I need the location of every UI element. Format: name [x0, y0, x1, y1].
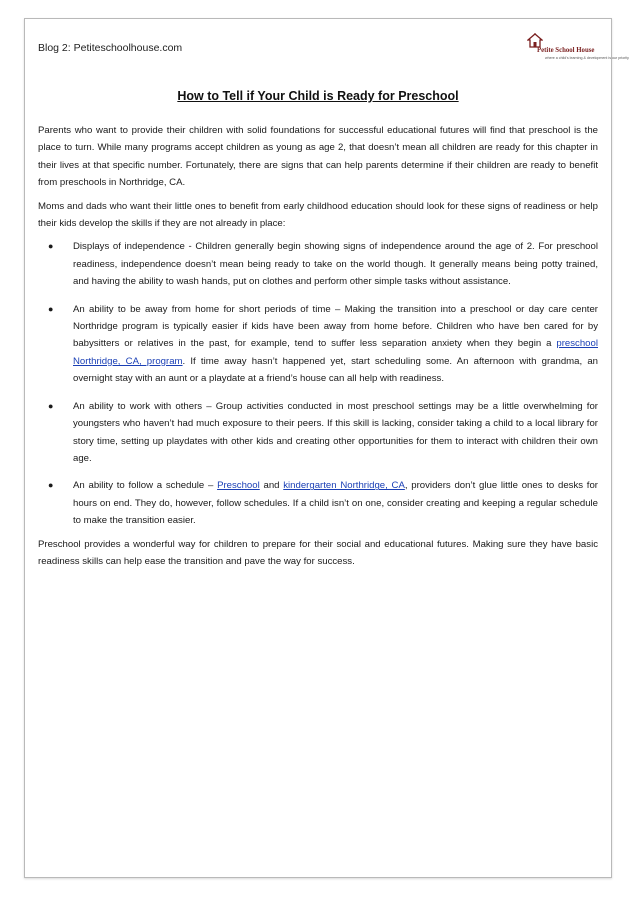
- lead-paragraph: Moms and dads who want their little ones to benefit from early childhood education should look for these signs of readiness or help their kids develop the skills if they are not already in place:: [38, 200, 598, 230]
- page-title: How to Tell if Your Child is Ready for Preschool: [177, 89, 459, 103]
- bullet-icon: ●: [48, 400, 54, 411]
- bullet-icon: ●: [48, 303, 54, 314]
- bullet-icon: ●: [48, 480, 54, 491]
- list-item-text: Displays of independence - Children generally begin showing signs of independence around the age of 2. For preschool readiness, independence doesn’t mean being ready to take on the world though. It generally means being potty trained, and having the ability to wash hands, put on clothes and perform other simple tasks without assistance.: [73, 241, 598, 288]
- intro-paragraph: Parents who want to provide their children with solid foundations for successful educational futures will find that preschool is the place to turn. While many programs accept children as young as age 2, that doesn’t mean all children are ready for this chapter in their lives at that specific number. Fortunately, there are signs that can help parents determine if their children are ready to benefit from preschools in Northridge, CA.: [38, 125, 598, 189]
- list-item-text: An ability to work with others – Group activities conducted in most preschool settings may be a little overwhelming for youngsters who haven’t had much exposure to their peers. If this skill is lacking, consider taking a child to a local library for story time, setting up playdates with other kids and creating other opportunities for them to interact with children their own age.: [73, 400, 598, 464]
- list-item-text: An ability to follow a schedule –: [73, 480, 218, 492]
- preschool-program-link[interactable]: preschool Northridge, CA, program: [73, 338, 598, 367]
- list-item-text: , providers don’t glue little ones to desks for hours on end. They do, however, follow schedules. If a child isn’t on one, consider creating and keeping a regular schedule to make the transition easier.: [73, 480, 598, 527]
- list-item: [38, 238, 598, 290]
- header-label: Blog 2: Petiteschoolhouse.com: [38, 42, 183, 54]
- list-item: [38, 477, 598, 529]
- logo-tagline: where a child's learning & development is our priority: [545, 56, 629, 60]
- preschool-link[interactable]: Preschool: [217, 480, 260, 492]
- kindergarten-link[interactable]: kindergarten Northridge, CA: [283, 480, 405, 492]
- logo-name: Petite School House: [537, 47, 595, 54]
- list-item-text: An ability to be away from home for short periods of time – Making the transition into a preschool or day care center Northridge program is typically easier if kids have been away from home before. Children who have ben cared for by babysitters or relatives in the past, for example, tend to suffer less separation anxiety when they begin a: [73, 303, 598, 350]
- readiness-list: [38, 238, 598, 529]
- list-item-text: and: [259, 480, 284, 492]
- list-item: [38, 398, 598, 468]
- logo: [521, 33, 629, 63]
- document-page: [24, 18, 629, 878]
- closing-paragraph: Preschool provides a wonderful way for children to prepare for their social and educational futures. Making sure they have basic readiness skills can help ease the transition and pave the way for success.: [38, 538, 598, 567]
- list-item-text: . If time away hasn’t happened yet, start scheduling some. An afternoon with grandma, an overnight stay with an aunt or a playdate at a friend’s house can all help with readiness.: [73, 355, 598, 385]
- list-item: [38, 301, 598, 388]
- bullet-icon: ●: [48, 241, 54, 252]
- article-body: [38, 122, 598, 576]
